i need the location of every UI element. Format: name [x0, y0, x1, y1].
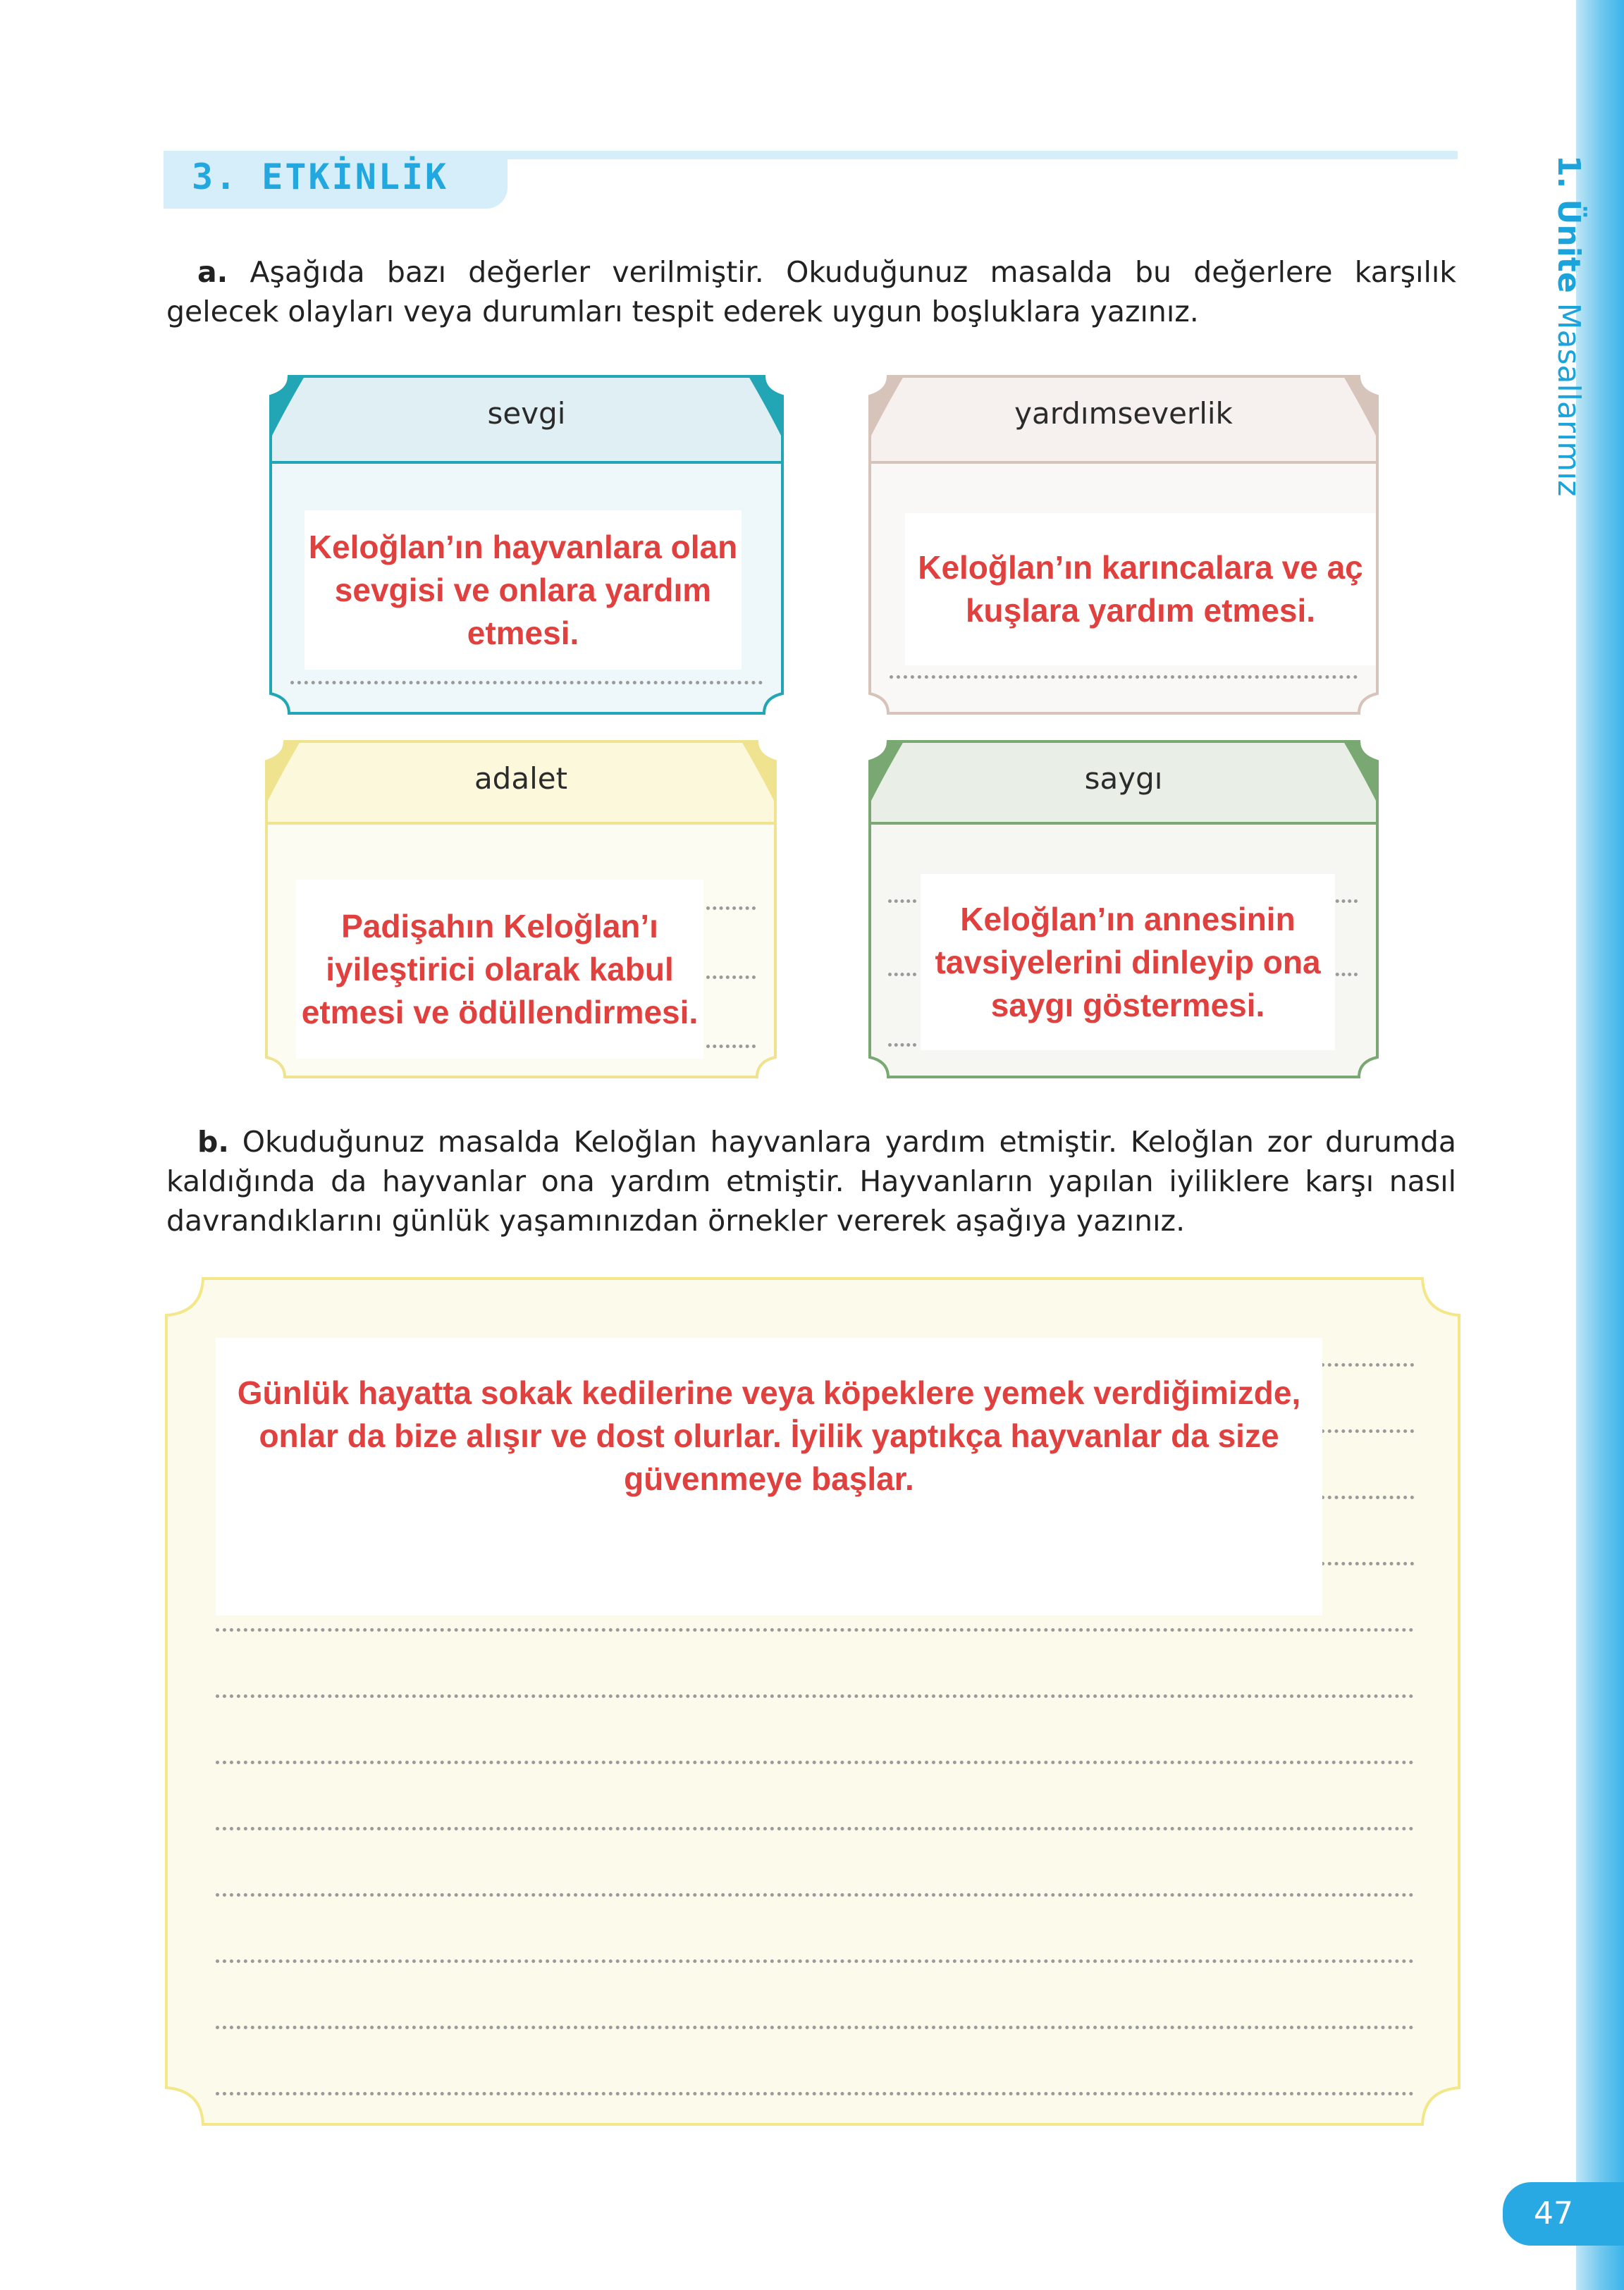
part-b-instruction [166, 1122, 1456, 1241]
writing-line [1321, 1429, 1414, 1433]
writing-line [216, 1827, 1414, 1830]
writing-line [1321, 1562, 1414, 1565]
unit-name: Masallarımız [1551, 302, 1587, 497]
writing-line [216, 1694, 1414, 1698]
writing-line [1321, 1363, 1414, 1367]
part-a-letter: a. [197, 255, 228, 289]
writing-line [216, 1761, 1414, 1764]
answer-line [890, 675, 1358, 679]
answer-line [706, 906, 756, 910]
card-value-label: sevgi [487, 396, 566, 431]
writing-line [216, 1959, 1414, 1963]
writing-line [216, 1628, 1414, 1632]
writing-line [1321, 1496, 1414, 1499]
answer-line [706, 975, 756, 979]
answer-line [290, 681, 763, 684]
part-b-letter: b. [197, 1125, 229, 1159]
unit-title [1551, 155, 1587, 497]
card-answer-saygi: Keloğlan’ın annesinin tavsiyelerini dinleyip ona saygı göstermesi. [921, 874, 1335, 1050]
part-b-answer: Günlük hayatta sokak kedilerine veya köpeklere yemek verdiğimizde, onlar da bize alışır ve dost olurlar. İyilik yaptıkça hayvanlar da size güvenmeye başlar. [216, 1338, 1322, 1615]
answer-line [706, 1045, 756, 1048]
unit-label: 1. Ünite [1551, 155, 1587, 293]
writing-line [216, 2026, 1414, 2029]
answer-line [888, 973, 916, 976]
activity-title: 3. ETKİNLİK [192, 156, 449, 197]
part-a-text: Aşağıda bazı değerler verilmiştir. Okuduğunuz masalda bu değerlere karşılık gelecek olayları veya durumları tespit ederek uygun boşluklara yazınız. [166, 255, 1456, 328]
page-number: 47 [1503, 2182, 1624, 2246]
card-answer-sevgi: Keloğlan’ın hayvanlara olan sevgisi ve onlara yardım etmesi. [304, 510, 742, 670]
part-b-text: Okuduğunuz masalda Keloğlan hayvanlara yardım etmiştir. Keloğlan zor durumda kaldığında da hayvanlar ona yardım etmiştir. Hayvanların yapılan iyiliklere karşı nasıl davrandıklarını günlük yaşamınızdan örnekler vererek aşağıya yazınız. [166, 1125, 1456, 1238]
answer-line [888, 1043, 916, 1047]
part-a-instruction [166, 252, 1456, 331]
answer-line [888, 899, 916, 903]
card-answer-yardimseverlik: Keloğlan’ın karıncalara ve aç kuşlara yardım etmesi. [905, 513, 1376, 665]
card-answer-adalet: Padişahın Keloğlan’ı iyileştirici olarak kabul etmesi ve ödüllendirmesi. [296, 880, 703, 1059]
card-value-label: yardımseverlik [1014, 396, 1233, 431]
card-value-label: saygı [1084, 761, 1163, 796]
card-value-label: adalet [474, 761, 568, 796]
writing-line [216, 1893, 1414, 1897]
writing-line [216, 2092, 1414, 2095]
